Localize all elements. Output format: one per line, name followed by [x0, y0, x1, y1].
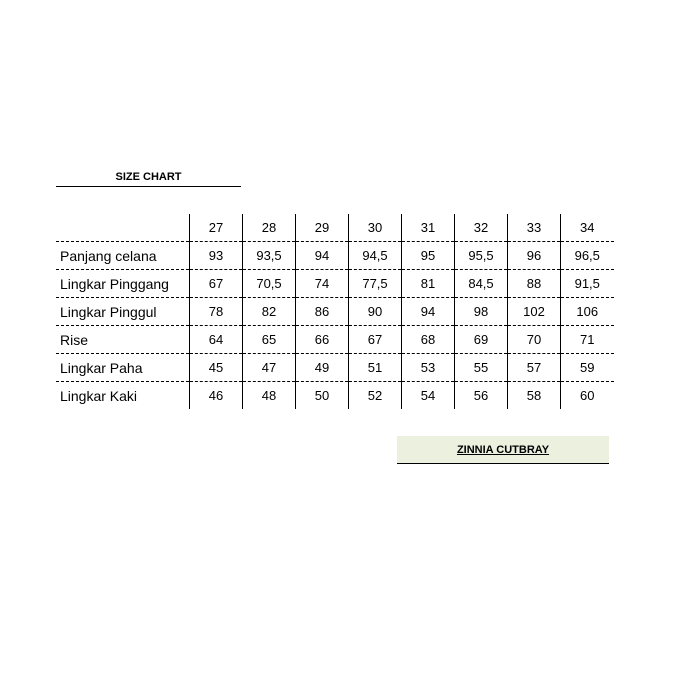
measurement-value: 71	[561, 326, 614, 354]
measurement-label: Panjang celana	[56, 242, 190, 270]
size-header-cell: 34	[561, 214, 614, 242]
measurement-value: 56	[455, 382, 508, 410]
header-row	[56, 214, 614, 242]
measurement-value: 95,5	[455, 242, 508, 270]
measurement-value: 45	[190, 354, 243, 382]
measurement-value: 53	[402, 354, 455, 382]
measurement-value: 68	[402, 326, 455, 354]
measurement-label: Rise	[56, 326, 190, 354]
size-table-body	[56, 214, 614, 409]
measurement-value: 51	[349, 354, 402, 382]
measurement-value: 96,5	[561, 242, 614, 270]
measurement-value: 70,5	[243, 270, 296, 298]
measurement-value: 94,5	[349, 242, 402, 270]
measurement-value: 60	[561, 382, 614, 410]
size-header-cell: 28	[243, 214, 296, 242]
measurement-value: 67	[349, 326, 402, 354]
table-row	[56, 298, 614, 326]
table-row	[56, 382, 614, 410]
measurement-value: 55	[455, 354, 508, 382]
measurement-label: Lingkar Kaki	[60, 387, 138, 404]
measurement-value: 46	[190, 382, 243, 410]
measurement-value: 48	[243, 382, 296, 410]
measurement-value: 74	[296, 270, 349, 298]
measurement-value: 102	[508, 298, 561, 326]
size-header-cell: 31	[402, 214, 455, 242]
size-header-cell: 33	[508, 214, 561, 242]
table-row	[56, 270, 614, 298]
measurement-value: 54	[402, 382, 455, 410]
measurement-value: 69	[455, 326, 508, 354]
measurement-value: 91,5	[561, 270, 614, 298]
product-name: ZINNIA CUTBRAY	[397, 436, 609, 464]
measurement-value: 86	[296, 298, 349, 326]
size-header-cell: 27	[190, 214, 243, 242]
measurement-value: 49	[296, 354, 349, 382]
measurement-value: 47	[243, 354, 296, 382]
measurement-value: 95	[402, 242, 455, 270]
measurement-value: 82	[243, 298, 296, 326]
measurement-value: 94	[402, 298, 455, 326]
measurement-label: Lingkar Paha	[56, 354, 190, 382]
measurement-label: Lingkar Pinggul	[56, 298, 190, 326]
size-table	[56, 214, 614, 409]
measurement-value: 78	[190, 298, 243, 326]
measurement-value: 81	[402, 270, 455, 298]
measurement-value: 67	[190, 270, 243, 298]
measurement-value: 52	[349, 382, 402, 410]
size-chart-title: SIZE CHART	[56, 170, 241, 187]
measurement-value: 77,5	[349, 270, 402, 298]
measurement-value: 65	[243, 326, 296, 354]
measurement-value: 64	[190, 326, 243, 354]
size-header-cell: 32	[455, 214, 508, 242]
measurement-value: 94	[296, 242, 349, 270]
measurement-value: 84,5	[455, 270, 508, 298]
size-header-cell: 30	[349, 214, 402, 242]
measurement-value: 106	[561, 298, 614, 326]
measurement-value: 58	[508, 382, 561, 410]
measurement-value: 50	[296, 382, 349, 410]
table-row	[56, 354, 614, 382]
measurement-value: 88	[508, 270, 561, 298]
measurement-value: 70	[508, 326, 561, 354]
measurement-value: 66	[296, 326, 349, 354]
table-row	[56, 242, 614, 270]
table-row	[56, 326, 614, 354]
measurement-label: Lingkar Pinggang	[56, 270, 190, 298]
measurement-value: 59	[561, 354, 614, 382]
measurement-value: 98	[455, 298, 508, 326]
size-header-cell: 29	[296, 214, 349, 242]
measurement-value: 96	[508, 242, 561, 270]
measurement-value: 57	[508, 354, 561, 382]
measurement-value: 93	[190, 242, 243, 270]
measurement-value: 90	[349, 298, 402, 326]
header-corner-cell	[56, 214, 190, 242]
measurement-value: 93,5	[243, 242, 296, 270]
